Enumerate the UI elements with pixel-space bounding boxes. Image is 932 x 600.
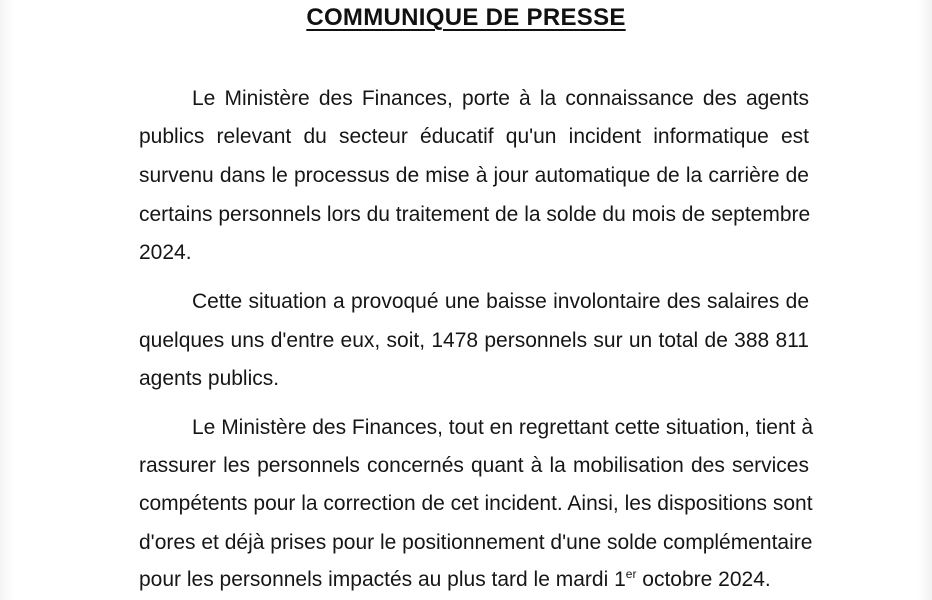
paragraph-1-line-1: Le Ministère des Finances, porte à la connaissance des agents [192,87,809,110]
paragraph-3-line-4: d'ores et déjà prises pour le positionnement d'une solde complémentaire [139,531,813,554]
paragraph-1-line-4: certains personnels lors du traitement de la solde du mois de septembre [139,203,811,226]
paragraph-3-line-5-text: pour les personnels impactés au plus tard le mardi 1 [139,568,626,591]
page-title: COMMUNIQUE DE PRESSE [306,4,626,31]
paragraph-3-line-5 [139,567,809,593]
paragraph-3-line-3: compétents pour la correction de cet incident. Ainsi, les dispositions sont [139,492,813,515]
paragraph-2-line-1: Cette situation a provoqué une baisse involontaire des salaires de [192,290,809,313]
paragraph-2-line-3: agents publics. [139,367,280,390]
paragraph-3-line-1: Le Ministère des Finances, tout en regrettant cette situation, tient à [192,416,814,439]
ordinal-superscript: er [625,567,637,581]
paragraph-3-line-2: rassurer les personnels concernés quant à la mobilisation des services [139,454,809,477]
paragraph-1-line-3: survenu dans le processus de mise à jour automatique de la carrière de [139,164,809,187]
paragraph-3-line-5-end: octobre 2024. [636,568,771,591]
paragraph-1-line-5: 2024. [139,241,192,264]
paragraph-2-line-2: quelques uns d'entre eux, soit, 1478 personnels sur un total de 388 811 [139,329,809,352]
paragraph-1-line-2: publics relevant du secteur éducatif qu'un incident informatique est [139,125,809,148]
